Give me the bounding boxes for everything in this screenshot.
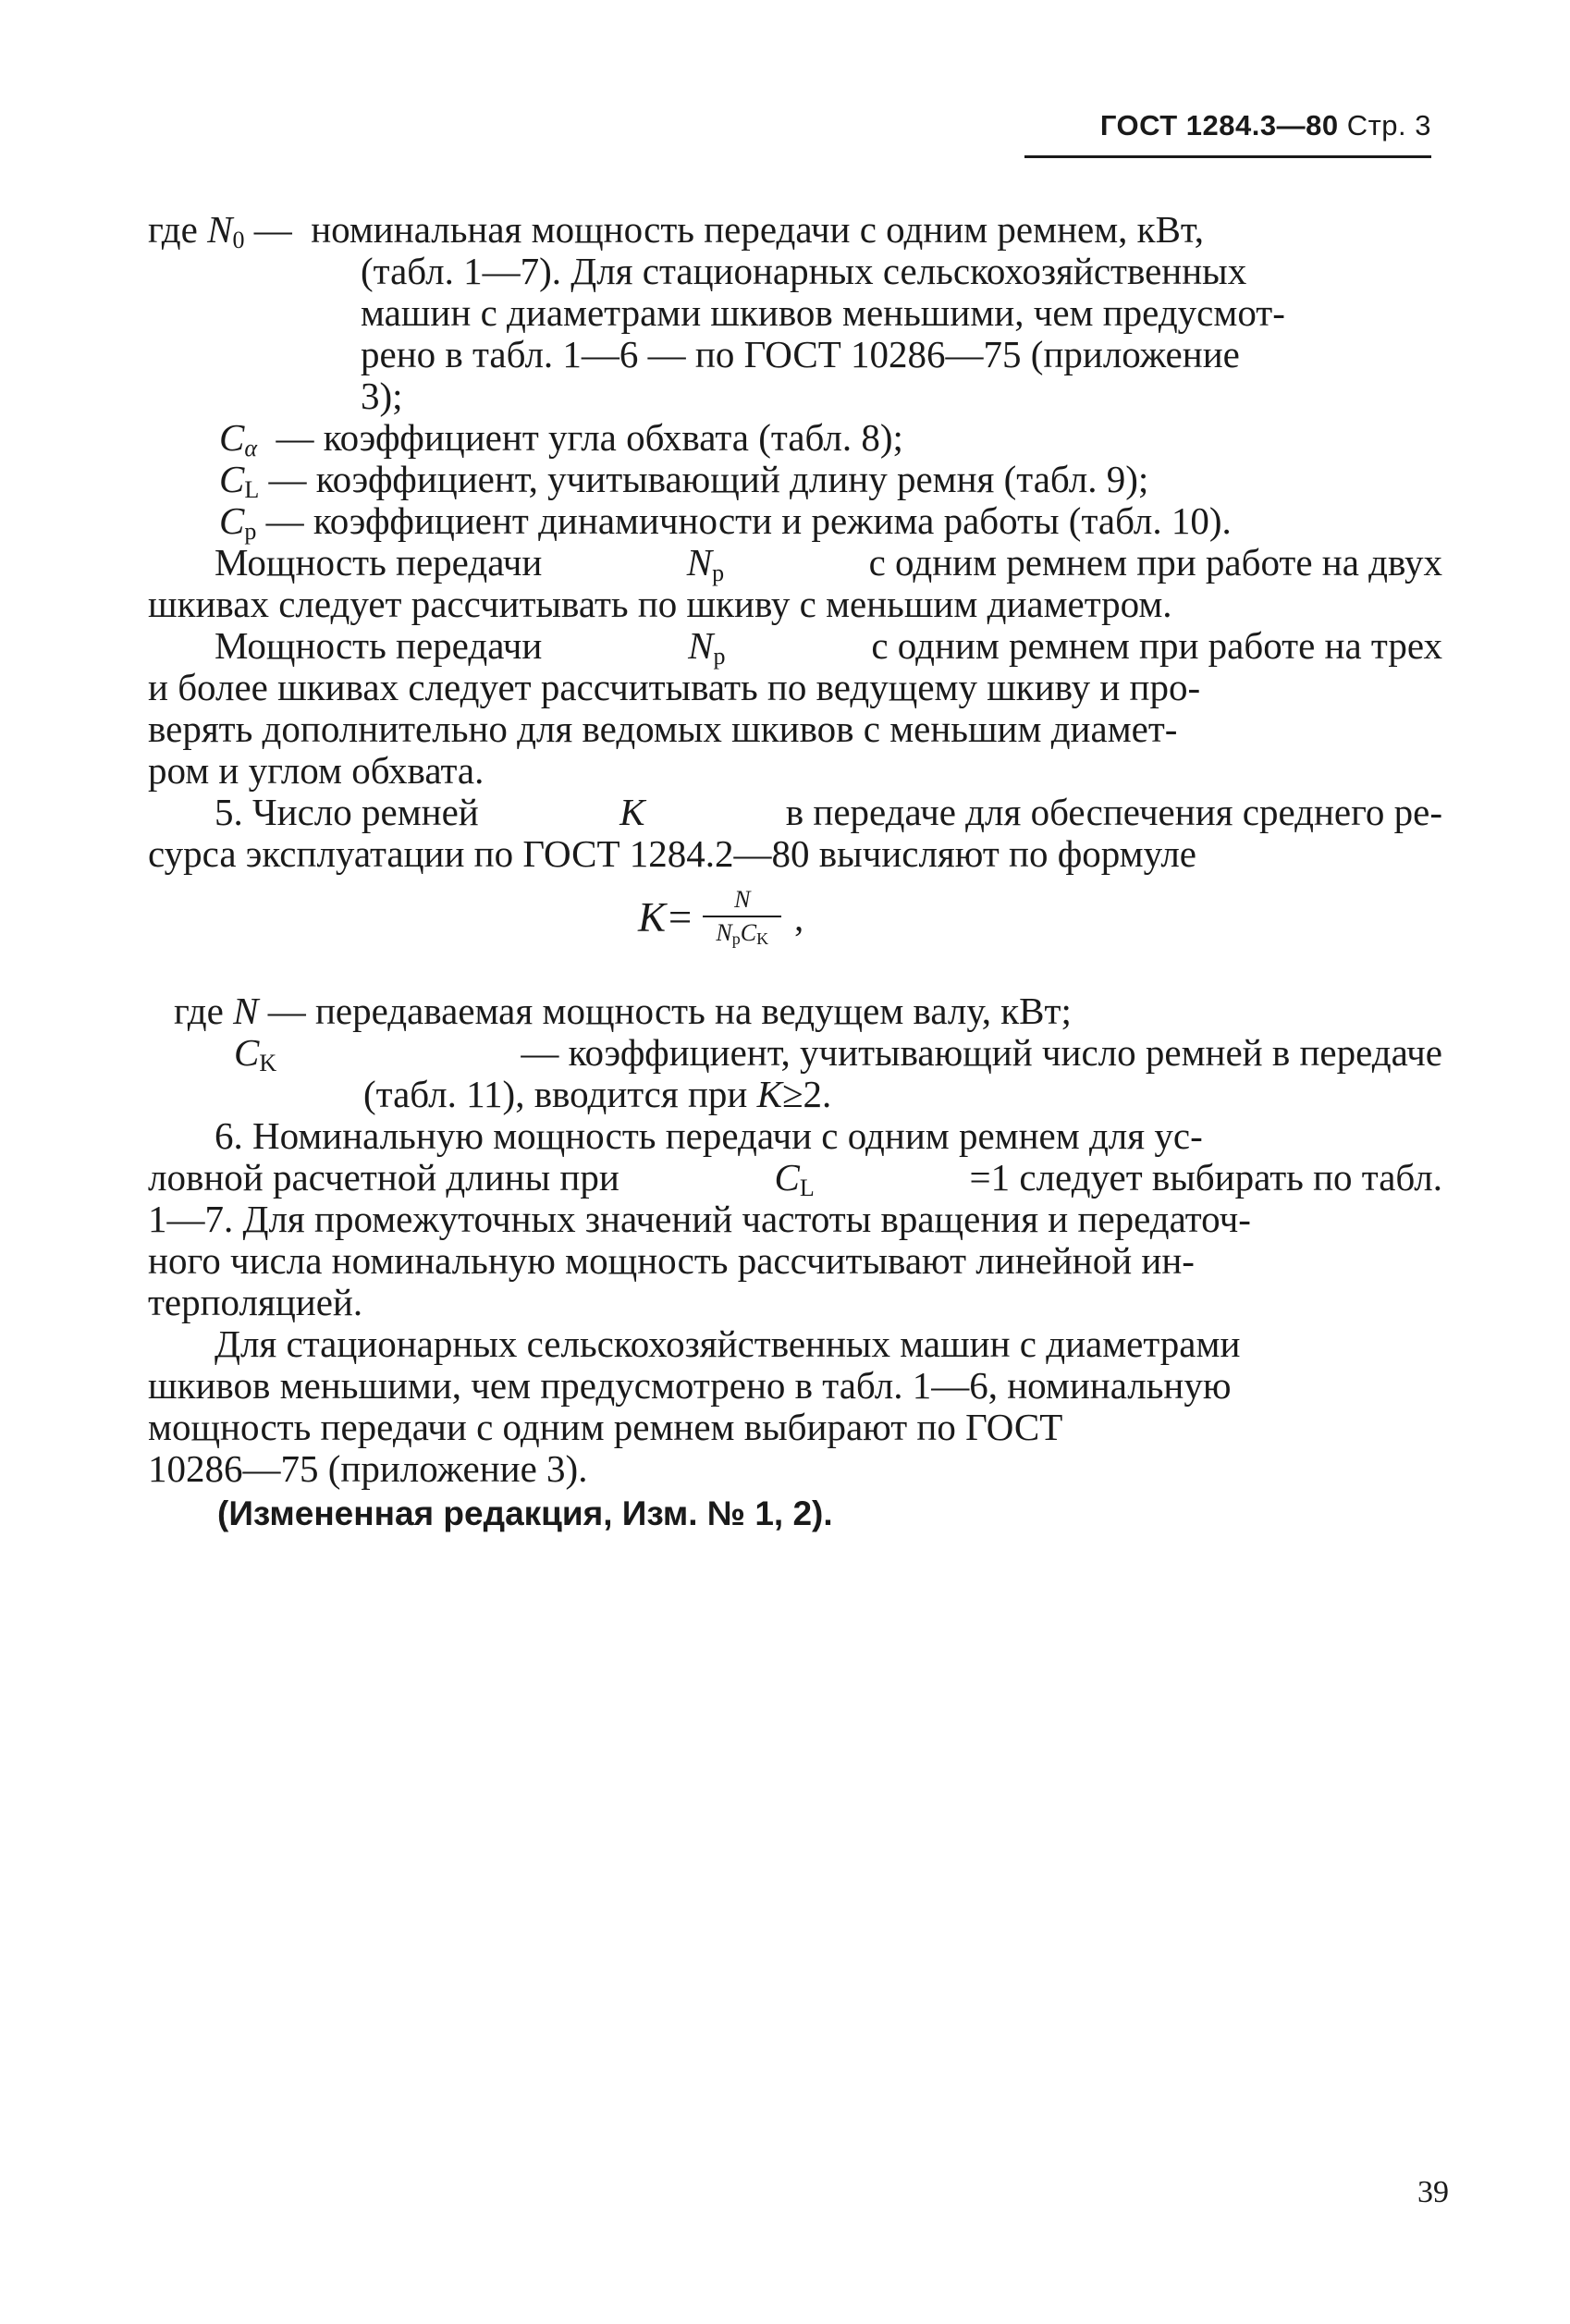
- para-agri-line1: Для стационарных сельскохозяйственных машин с диаметрами: [215, 1322, 1241, 1365]
- symbol-n: N: [233, 990, 259, 1032]
- def-n0-text: номинальная мощность передачи с одним ремнем, кВт,: [311, 208, 1205, 251]
- section5-line1: 5. Число ремней K в передаче для обеспечения среднего ре-: [215, 791, 1442, 833]
- para-three-line4: ром и углом обхвата.: [148, 749, 484, 792]
- page-number: 39: [1417, 2175, 1449, 2209]
- def-n0-line3: машин с диаметрами шкивов меньшими, чем предусмот-: [361, 291, 1285, 334]
- para-three-line1: Мощность передачи $N_p$ с одним ремнем при работе на трех: [215, 625, 1442, 677]
- para-agri-line2: шкивов меньшими, чем предусмотрено в табл. 1—6, номинальную: [148, 1364, 1232, 1407]
- section6-line2: ловной расчетной длины при $C_L$ =1 следует выбирать по табл.: [148, 1157, 1442, 1209]
- def-ck-line2: (табл. 11), вводится при K ≥2.: [363, 1073, 832, 1115]
- header-doc-id: ГОСТ 1284.3—80: [1099, 109, 1339, 141]
- section6-line4: ного числа номинальную мощность рассчитывают линейной ин-: [148, 1239, 1195, 1282]
- para-two-line1: Мощность передачи $N_p$ с одним ремнем при работе на двух: [215, 542, 1442, 594]
- section6-line1: 6. Номинальную мощность передачи с одним ремнем для ус-: [215, 1114, 1203, 1157]
- section6-line5: терполяцией.: [148, 1281, 363, 1323]
- symbol-np: $N_p$: [688, 624, 726, 670]
- def-n0-line4: рено в табл. 1—6 — по ГОСТ 10286—75 (приложение: [361, 333, 1240, 375]
- para-three-line3: верять дополнительно для ведомых шкивов с меньшим диамет-: [148, 707, 1178, 750]
- def-n: где N — передаваемая мощность на ведущем валу, кВт;: [174, 990, 1072, 1032]
- para-three-line2: и более шкивах следует рассчитывать по ведущему шкиву и про-: [148, 666, 1201, 708]
- symbol-np: $N_p$: [686, 541, 725, 586]
- formula-denominator: $N_pC_K$: [703, 916, 781, 949]
- def-n0-line2: (табл. 1—7). Для стационарных сельскохозяйственных: [361, 250, 1247, 292]
- header-page-label: Стр. 3: [1346, 109, 1431, 141]
- symbol-n0: $N_0$: [207, 208, 245, 253]
- page-header: [1100, 109, 1431, 142]
- def-cl: $C_L$ — коэффициент, учитывающий длину ремня (табл. 9);: [219, 459, 1442, 510]
- symbol-calpha: $C_\alpha$: [219, 416, 258, 461]
- def-ck-line1: $C_K$ — коэффициент, учитывающий число ремней в передаче: [234, 1032, 1442, 1084]
- def-n0-line5: 3);: [361, 375, 403, 417]
- section5-line2: сурса эксплуатации по ГОСТ 1284.2—80 вычисляют по формуле: [148, 832, 1196, 875]
- formula-fraction: [703, 886, 781, 949]
- def-calpha: $C_\alpha$ — коэффициент угла обхвата (табл. 8);: [219, 417, 1442, 469]
- symbol-ck: $C_K$: [234, 1031, 277, 1076]
- formula-lhs: K=: [638, 894, 694, 941]
- symbol-k: K: [619, 791, 645, 833]
- para-agri-line3: мощность передачи с одним ремнем выбирают по ГОСТ: [148, 1406, 1063, 1448]
- formula-k: K= $\frac{N}{N_pC_K}$ ,: [638, 886, 804, 948]
- symbol-cp: $C_p$: [219, 499, 257, 545]
- def-lead: где: [148, 208, 198, 251]
- def-cp: $C_p$ — коэффициент динамичности и режима работы (табл. 10).: [219, 500, 1442, 552]
- amendment-note: (Измененная редакция, Изм. № 1, 2).: [217, 1494, 833, 1532]
- def-dash: —: [253, 208, 292, 251]
- symbol-cl: $C_L$: [774, 1156, 815, 1201]
- para-agri-line4: 10286—75 (приложение 3).: [148, 1447, 588, 1490]
- symbol-cl: $C_L$: [219, 458, 260, 503]
- para-two-line2: шкивах следует рассчитывать по шкиву с меньшим диаметром.: [148, 583, 1172, 625]
- header-rule: [1024, 155, 1431, 158]
- formula-numerator: N: [734, 886, 751, 913]
- section6-line3: 1—7. Для промежуточных значений частоты вращения и передаточ-: [148, 1198, 1251, 1240]
